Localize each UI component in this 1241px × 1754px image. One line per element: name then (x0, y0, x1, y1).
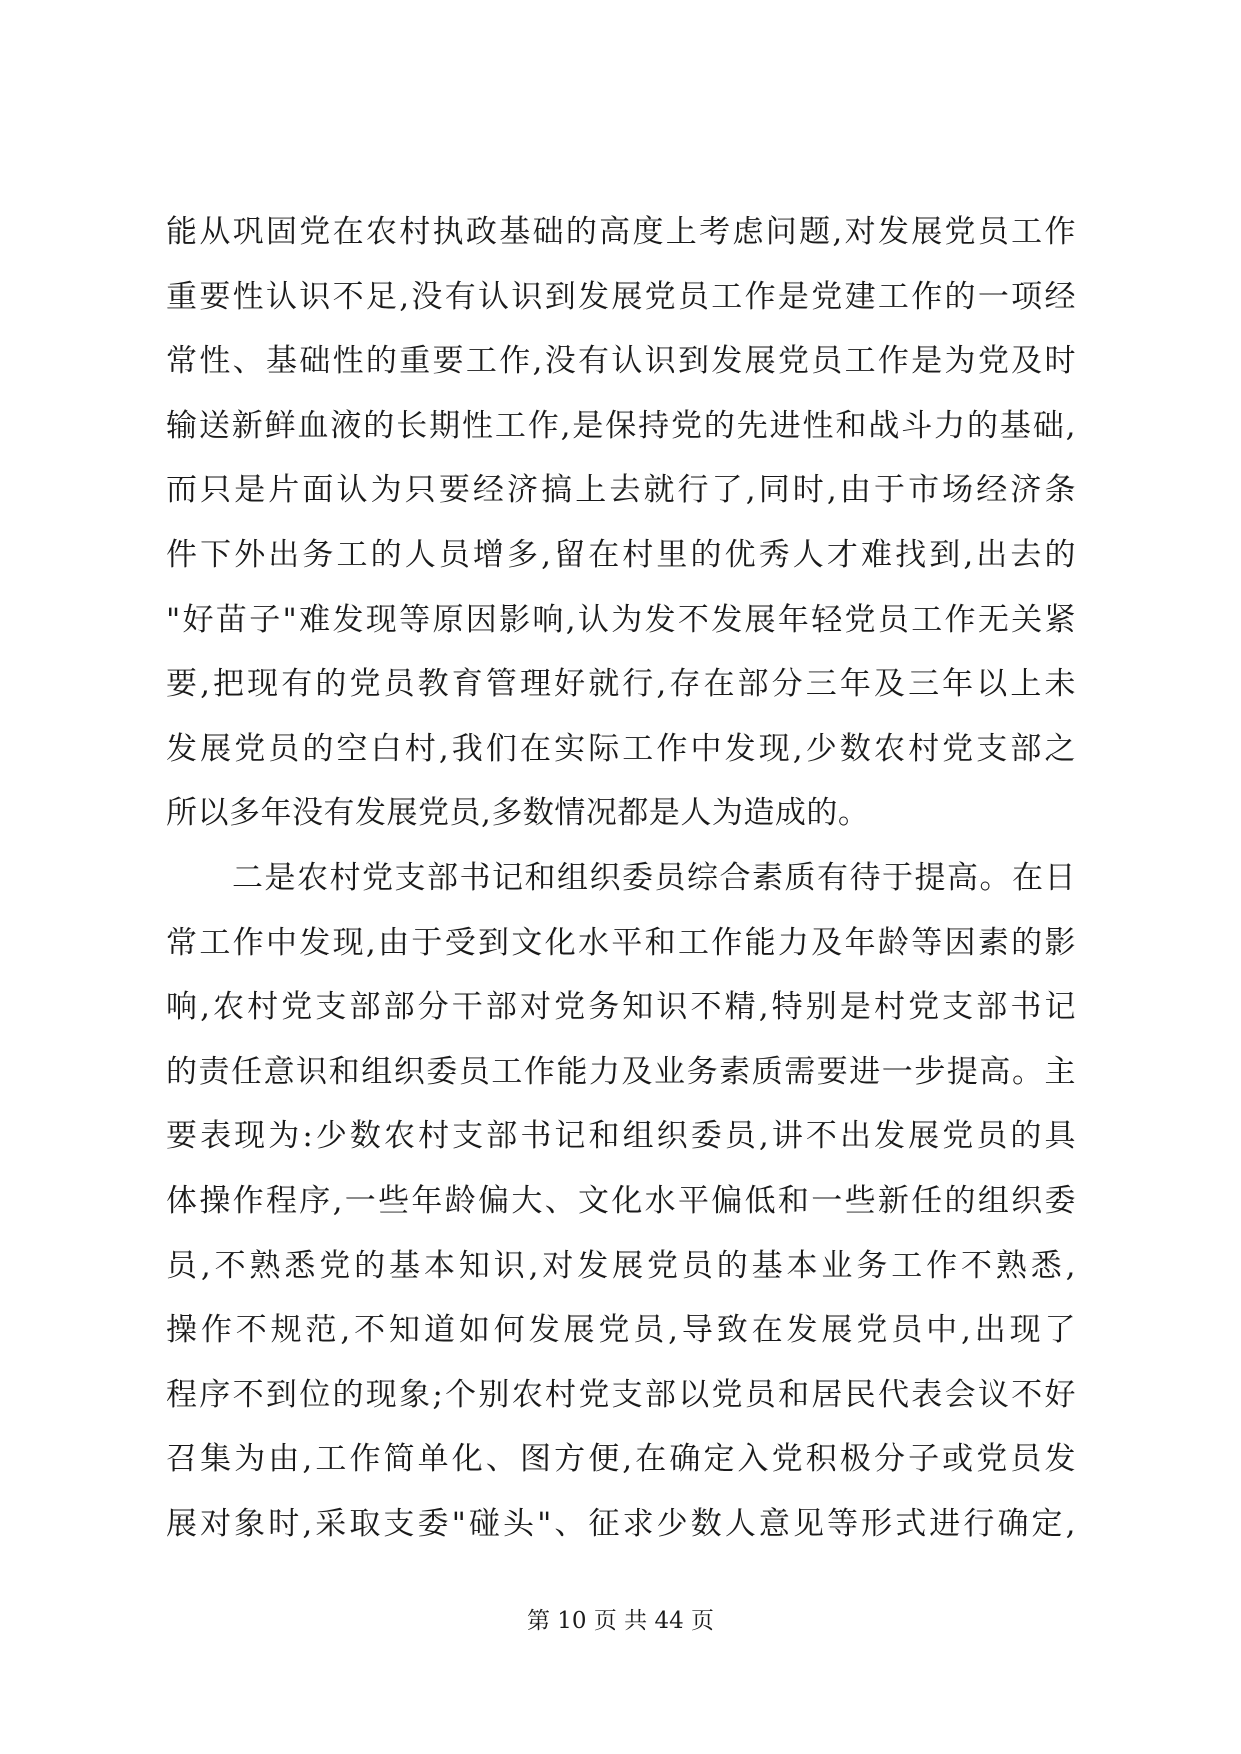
paragraph-2-line-3: 响,农村党支部部分干部对党务知识不精,特别是村党支部书记 (166, 989, 1076, 1026)
paragraph-1-line-8: 要,把现有的党员教育管理好就行,存在部分三年及三年以上未 (166, 666, 1076, 703)
paragraph-2-line-2: 常工作中发现,由于受到文化水平和工作能力及年龄等因素的影 (166, 924, 1076, 961)
paragraph-2-line-4: 的责任意识和组织委员工作能力及业务素质需要进一步提高。主 (166, 1053, 1076, 1090)
paragraph-1-line-9: 发展党员的空白村,我们在实际工作中发现,少数农村党支部之 (166, 730, 1076, 767)
paragraph-1-line-1: 能从巩固党在农村执政基础的高度上考虑问题,对发展党员工作 (166, 214, 1076, 250)
paragraph-1-line-3: 常性、基础性的重要工作,没有认识到发展党员工作是为党及时 (166, 343, 1076, 380)
paragraph-1-line-6: 件下外出务工的人员增多,留在村里的优秀人才难找到,出去的 (166, 536, 1076, 573)
page-number-footer: 第 10 页 共 44 页 (526, 1608, 715, 1634)
document-body (166, 200, 1076, 1556)
paragraph-2-line-5: 要表现为:少数农村支部书记和组织委员,讲不出发展党员的具 (166, 1118, 1076, 1155)
paragraph-2-line-10: 召集为由,工作简单化、图方便,在确定入党积极分子或党员发 (166, 1441, 1076, 1478)
paragraph-1-line-5: 而只是片面认为只要经济搞上去就行了,同时,由于市场经济条 (166, 472, 1076, 509)
paragraph-2-line-6: 体操作程序,一些年龄偏大、文化水平偏低和一些新任的组织委 (166, 1182, 1076, 1219)
paragraph-1-line-7: "好苗子"难发现等原因影响,认为发不发展年轻党员工作无关紧 (166, 601, 1076, 638)
paragraph-2-line-8: 操作不规范,不知道如何发展党员,导致在发展党员中,出现了 (166, 1312, 1076, 1349)
paragraph-2-line-1: 二是农村党支部书记和组织委员综合素质有待于提高。在日 (232, 859, 1076, 896)
paragraph-2-line-7: 员,不熟悉党的基本知识,对发展党员的基本业务工作不熟悉, (166, 1247, 1076, 1284)
paragraph-2-line-9: 程序不到位的现象;个别农村党支部以党员和居民代表会议不好 (166, 1376, 1076, 1413)
paragraph-1-line-4: 输送新鲜血液的长期性工作,是保持党的先进性和战斗力的基础, (166, 407, 1076, 444)
paragraph-2-line-11: 展对象时,采取支委"碰头"、征求少数人意见等形式进行确定, (166, 1505, 1076, 1542)
paragraph-1-line-10: 所以多年没有发展党员,多数情况都是人为造成的。 (166, 795, 870, 832)
paragraph-1-line-2: 重要性认识不足,没有认识到发展党员工作是党建工作的一项经 (166, 278, 1076, 315)
